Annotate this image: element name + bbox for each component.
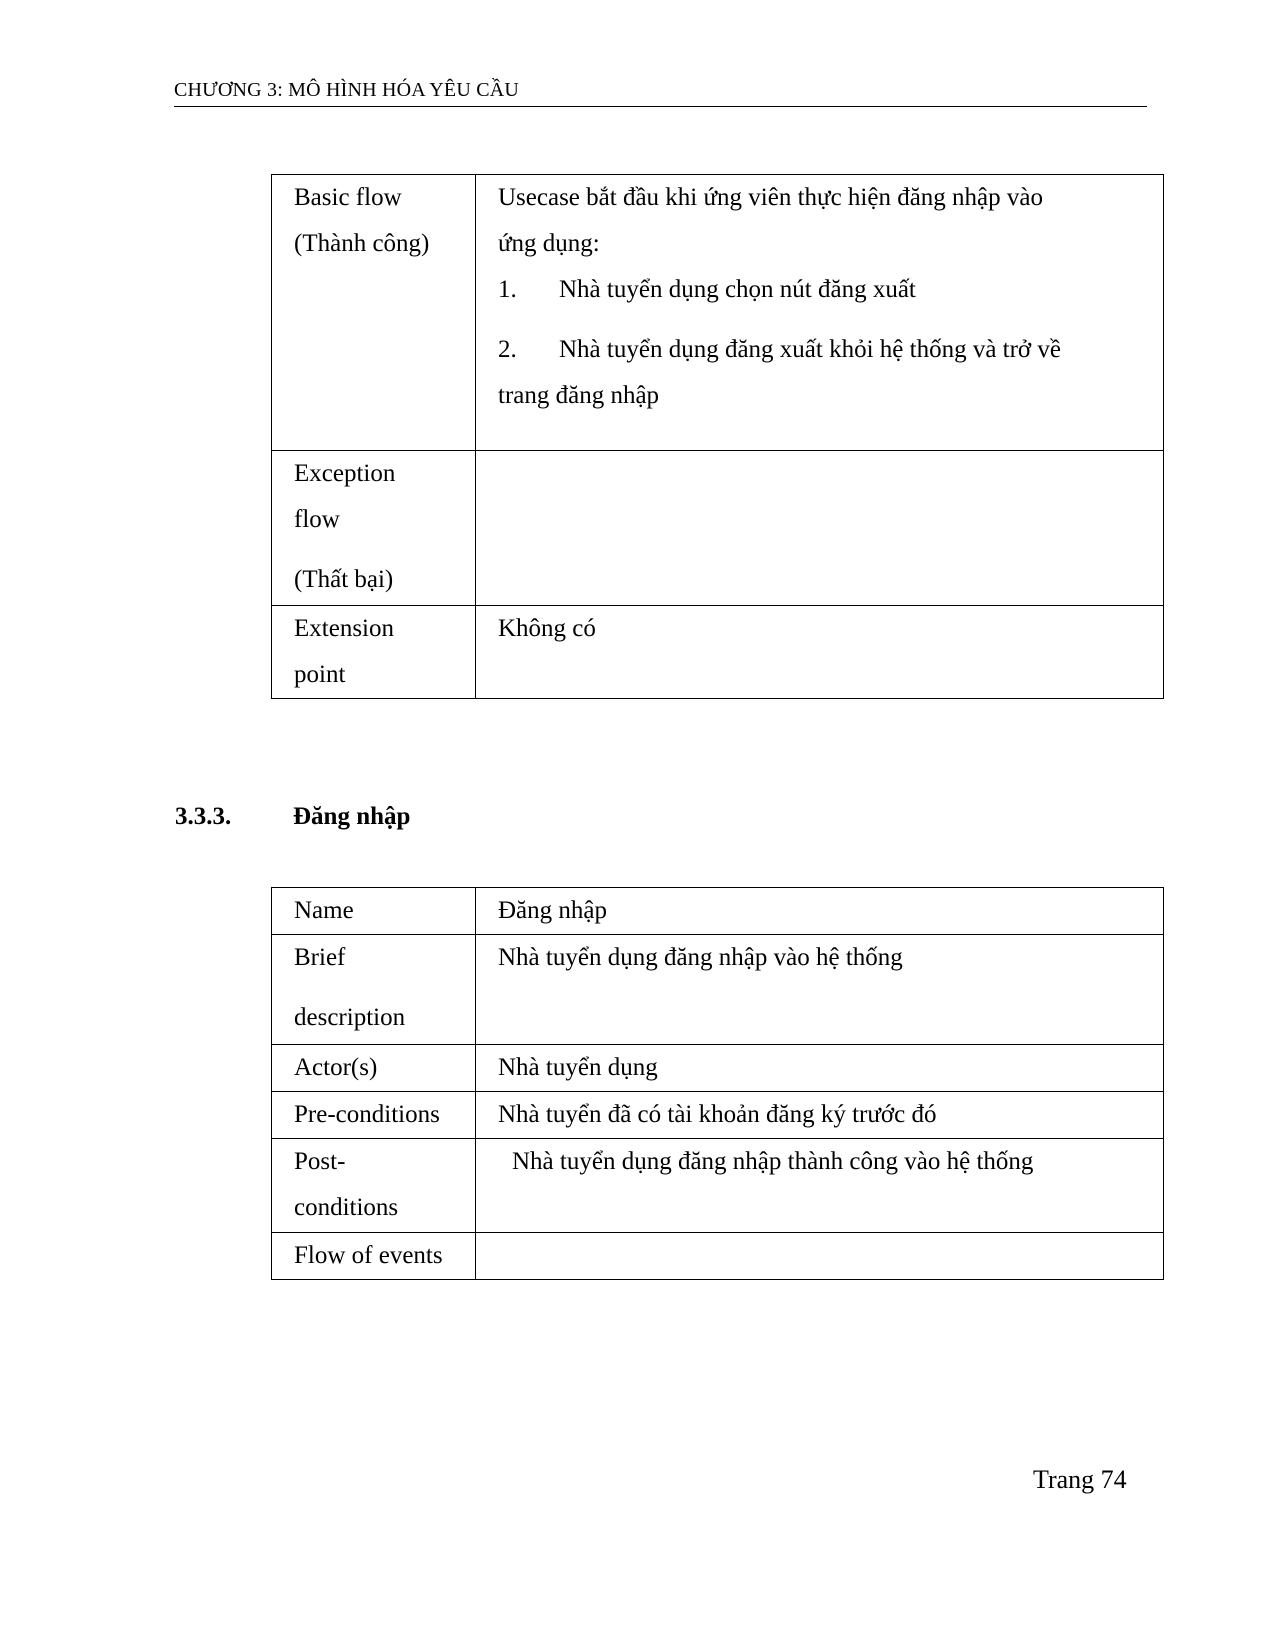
extension-point-label-line1: Extension (294, 615, 394, 642)
basic-flow-value-cell (476, 175, 1164, 451)
basic-flow-intro-line1: Usecase bắt đầu khi ứng viên thực hiện đăng nhập vào (498, 184, 1043, 211)
section-title: Đăng nhập (293, 803, 411, 830)
table-row-basic-flow (272, 175, 1164, 451)
post-conditions-value: Nhà tuyển dụng đăng nhập thành công vào hệ thống (512, 1148, 1034, 1175)
basic-flow-label-line2: (Thành công) (294, 230, 430, 257)
extension-point-label-cell (272, 606, 476, 699)
basic-flow-label-cell (272, 175, 476, 451)
brief-description-value-cell: Nhà tuyển dụng đăng nhập vào hệ thống (476, 935, 1164, 1045)
table-row-pre-conditions (272, 1092, 1164, 1139)
basic-flow-step-2 (498, 327, 1163, 373)
usecase-table-logout (271, 174, 1164, 699)
table-row-name (272, 888, 1164, 935)
table-row-exception-flow (272, 451, 1164, 606)
name-label-cell: Name (272, 888, 476, 935)
step-number: 2. (498, 336, 517, 363)
flow-of-events-value-cell (476, 1233, 1164, 1280)
chapter-title: CHƯƠNG 3: MÔ HÌNH HÓA YÊU CẦU (174, 79, 520, 101)
actors-label-cell: Actor(s) (272, 1045, 476, 1092)
basic-flow-step-1 (498, 267, 1163, 313)
exception-flow-value-cell (476, 451, 1164, 606)
pre-conditions-label-cell: Pre-conditions (272, 1092, 476, 1139)
section-heading (175, 797, 410, 837)
table-row-brief-description (272, 935, 1164, 1045)
table-row-actors (272, 1045, 1164, 1092)
post-conditions-label-line1: Post- (294, 1148, 346, 1175)
brief-description-label-line1: Brief (294, 944, 346, 971)
table-row-extension-point (272, 606, 1164, 699)
brief-description-label-line2: description (294, 1004, 406, 1031)
step-text: Nhà tuyển dụng chọn nút đăng xuất (559, 276, 916, 303)
name-value-cell: Đăng nhập (476, 888, 1164, 935)
flow-of-events-label-cell: Flow of events (272, 1233, 476, 1280)
post-conditions-value-cell (476, 1139, 1164, 1233)
step-text: Nhà tuyển dụng đăng xuất khỏi hệ thống và trở về (559, 336, 1062, 363)
brief-description-label-cell (272, 935, 476, 1045)
exception-flow-label-line3: (Thất bại) (294, 566, 394, 593)
page-header (174, 78, 1147, 107)
actors-value-cell: Nhà tuyển dụng (476, 1045, 1164, 1092)
post-conditions-label-cell (272, 1139, 476, 1233)
exception-flow-label-cell (272, 451, 476, 606)
exception-flow-label-line1: Exception (294, 460, 396, 487)
extension-point-label-line2: point (294, 661, 346, 688)
basic-flow-label-line1: Basic flow (294, 184, 402, 211)
usecase-table-login (271, 887, 1164, 1280)
step-number: 1. (498, 276, 517, 303)
extension-point-value-cell: Không có (476, 606, 1164, 699)
pre-conditions-value-cell: Nhà tuyển đã có tài khoản đăng ký trước đó (476, 1092, 1164, 1139)
section-number: 3.3.3. (175, 803, 232, 830)
page-number: Trang 74 (1033, 1465, 1127, 1494)
table-row-flow-of-events (272, 1233, 1164, 1280)
exception-flow-label-line2: flow (294, 506, 340, 533)
table-row-post-conditions (272, 1139, 1164, 1233)
post-conditions-label-line2: conditions (294, 1194, 399, 1221)
basic-flow-intro-line2: ứng dụng: (498, 230, 600, 257)
basic-flow-step-2-continuation: trang đăng nhập (498, 382, 660, 409)
